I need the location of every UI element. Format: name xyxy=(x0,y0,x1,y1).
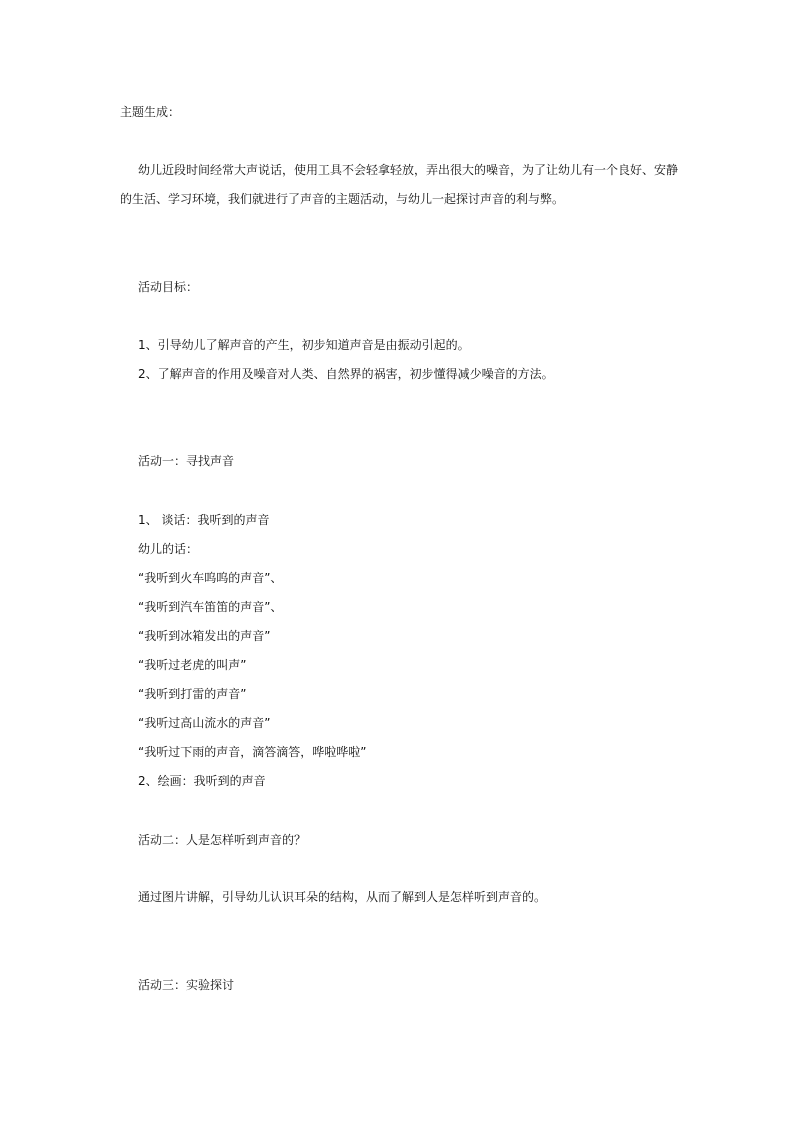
quote-line: “我听到火车呜呜的声音”、 xyxy=(138,571,283,585)
intro-paragraph-line-1: 幼儿近段时间经常大声说话，使用工具不会轻拿轻放，弄出很大的噪音，为了让幼儿有一个良好、安静 xyxy=(138,163,679,177)
activity-2-heading: 活动二：人是怎样听到声音的？ xyxy=(138,833,307,847)
children-words-label: 幼儿的话： xyxy=(138,542,199,556)
goals-heading: 活动目标： xyxy=(138,280,199,294)
activity-1-heading: 活动一：寻找声音 xyxy=(138,454,235,468)
goal-item-1: 1、引导幼儿了解声音的产生，初步知道声音是由振动引起的。 xyxy=(138,338,470,352)
quote-line: “我听到冰箱发出的声音” xyxy=(138,629,271,643)
activity-1-item-1: 1、 谈话：我听到的声音 xyxy=(138,513,270,527)
quote-line: “我听到打雷的声音” xyxy=(138,687,247,701)
goal-item-2: 2、了解声音的作用及噪音对人类、自然界的祸害，初步懂得减少噪音的方法。 xyxy=(138,367,554,381)
quote-line: “我听到汽车笛笛的声音”、 xyxy=(138,600,283,614)
theme-heading: 主题生成： xyxy=(120,105,181,119)
activity-2-text: 通过图片讲解，引导幼儿认识耳朵的结构，从而了解到人是怎样听到声音的。 xyxy=(138,890,547,904)
quote-line: “我听过下雨的声音，滴答滴答，哗啦哗啦” xyxy=(138,745,367,759)
quote-line: “我听过老虎的叫声” xyxy=(138,658,247,672)
activity-3-heading: 活动三：实验探讨 xyxy=(138,978,235,992)
quote-line: “我听过高山流水的声音” xyxy=(138,716,271,730)
intro-paragraph-line-2: 的生活、学习环境，我们就进行了声音的主题活动，与幼儿一起探讨声音的利与弊。 xyxy=(120,192,565,206)
activity-1-item-2: 2、绘画：我听到的声音 xyxy=(138,774,266,788)
